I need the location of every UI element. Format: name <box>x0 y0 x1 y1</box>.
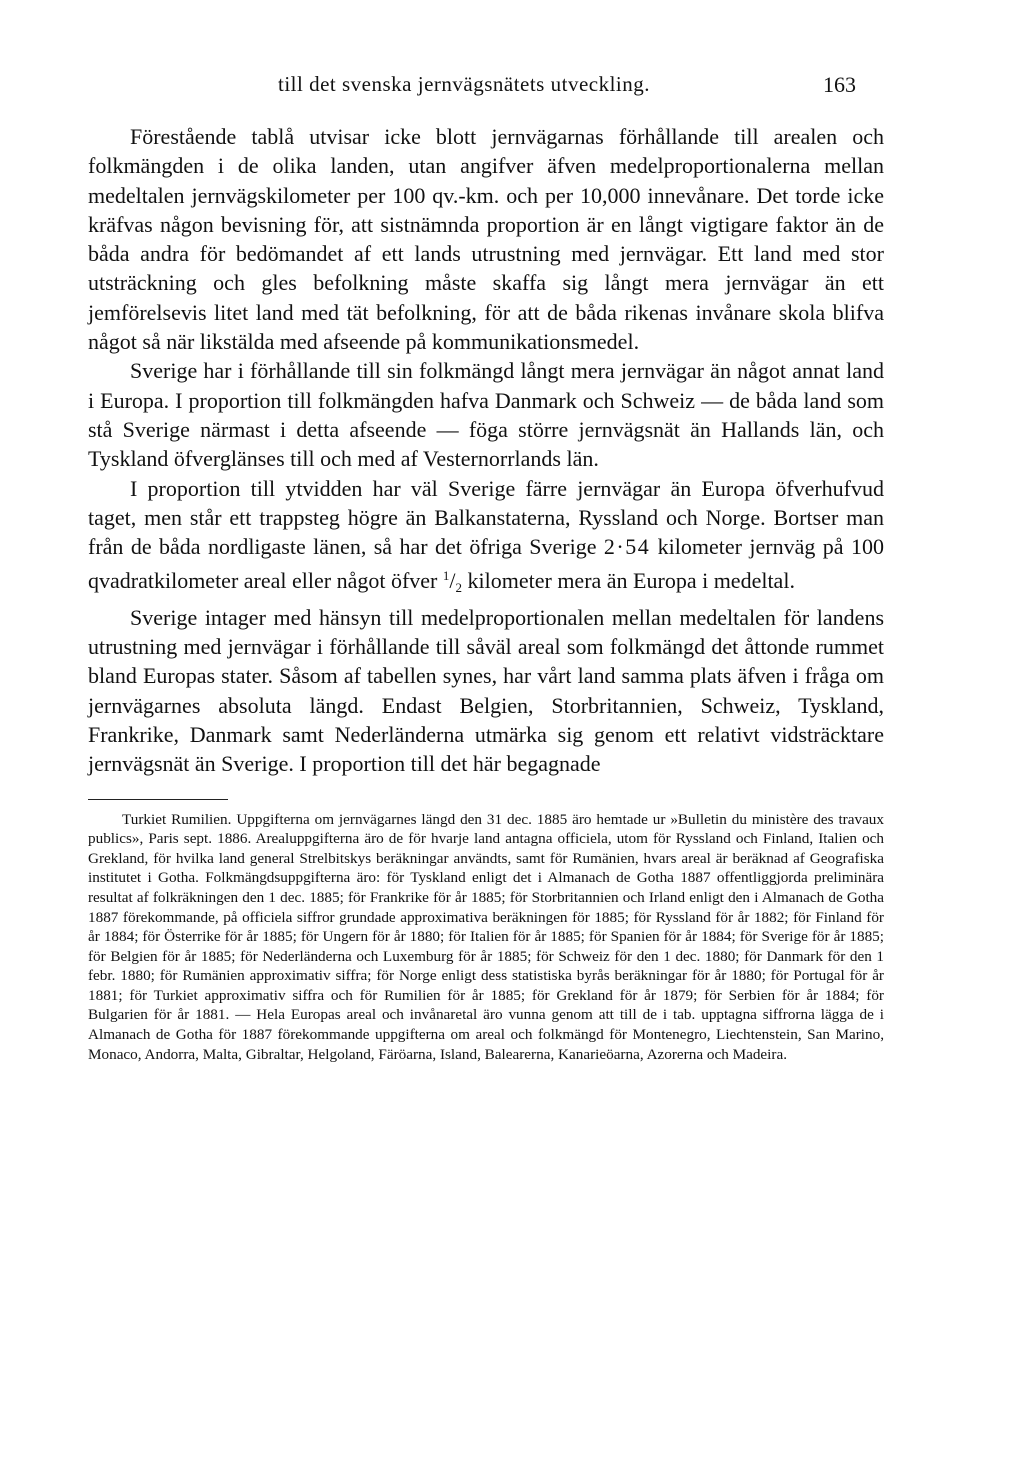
paragraph-2: Sverige har i förhållande till sin folkmängd långt mera jernvägar än något annat land i Europa. I proportion till folkmängden hafva Danmark och Schweiz — de båda land som stå Sverige närmast i detta afseende — föga större jernvägsnät än Hallands län, och Tyskland öfverglänses till och med af Vesternorrlands län. <box>88 358 884 472</box>
paragraph-3-text-after: kilometer mera än Europa i medeltal. <box>462 568 795 594</box>
paragraph-3-text-before: I proportion till ytvidden har väl Sverige färre jernvägar än Europa öfverhufvud taget, men står ett trappsteg högre än Balkanstaterna, Ryssland och Norge. Bortser man från de båda nordligaste länen, så har det öfriga Sverige <box>88 475 884 560</box>
page-header <box>88 72 884 108</box>
body-text <box>88 122 884 779</box>
footnote-divider <box>88 799 228 800</box>
fraction-numerator: 1 <box>442 568 450 584</box>
footnote: Turkiet Rumilien. Uppgifterna om jernvägarnes längd den 31 dec. 1885 äro hemtade ur »Bulletin du ministère des travaux publics», Paris sept. 1886. Arealuppgifterna äro de för hvarje land antagna officiela, utom för Ryssland och Finland, Italien och Grekland, för hvilka land general Strelbitskys beräkningar användts, samt för Rumänien, hvars areal är beräknad af Geografiska institutet i Gotha. Folkmängdsuppgifterna äro: för Tyskland enligt det i Almanach de Gotha 1887 offentliggjorda preliminära resultat af folkräkningen den 1 dec. 1885; för Frankrike för år 1885; för Storbritannien och Irland enligt den i Almanach de Gotha 1887 förekommande, på officiela siffror grundade approximativa beräkningen för 1885; för Ryssland för år 1882; för Finland för år 1884; för Österrike för år 1885; för Ungern för år 1880; för Italien för år 1885; för Spanien för år 1884; för Sverige för år 1885; för Belgien för år 1885; för Nederländerna och Luxemburg för år 1885; för Schweiz för den 1 dec. 1880; för Danmark för den 1 febr. 1880; för Rumänien approximativ siffra; för Norge enligt dess statistiska byrås beräkningar för år 1880; för Portugal för år 1881; för Turkiet approximativ siffra och för Rumilien för år 1885; för Grekland för år 1879; för Serbien för år 1884; för Bulgarien för år 1881. — Hela Europas areal och invånaretal äro vunna genom att till de i tab. upptagna siffrorna lägga de i Almanach de Gotha för 1887 förekommande uppgifterna om areal och folkmängd för Montenegro, Liechtenstein, San Marino, Monaco, Andorra, Malta, Gibraltar, Helgoland, Färöarna, Island, Balearerna, Kanarieöarna, Azorerna och Madeira. <box>88 810 884 1063</box>
paragraph-4: Sverige intager med hänsyn till medelproportionalen mellan medeltalen för landens utrustning med jernvägar i förhållande till såväl areal som folkmängd det åttonde rummet bland Europas stater. Såsom af tabellen synes, har vårt land samma plats äfven i fråga om jernvägarnes absoluta längd. Endast Belgien, Storbritannien, Schweiz, Tyskland, Frankrike, Danmark samt Nederländerna utmärka sig genom ett relativt vidsträcktare jernvägsnät än Sverige. I proportion till det här begagnade <box>88 604 884 777</box>
page-number: 163 <box>823 72 856 97</box>
paragraph-1: Förestående tablå utvisar icke blott jernvägarnas förhållande till arealen och folkmängden i de olika landen, utan angifver äfven medelproportionalerna mellan medeltalen jernvägskilometer per 100 qv.-km. och per 10,000 innevånare. Det torde icke kräfvas någon bevisning för, att sistnämnda proportion är en långt vigtigare faktor än de båda andra för bedömandet af ett lands utrustning med jernvägar. Ett land med stor utsträckning och gles befolkning måste skaffa sig långt mera jernvägar än ett jemförelsevis litet land med tät befolkning, för att de båda rikenas invånare skola blifva något så när likstälda med afseende på kommunikationsmedel. <box>88 124 884 355</box>
running-title: till det svenska jernvägsnätets utveckling. <box>278 72 650 96</box>
paragraph-3-text-middle: kilometer jernväg på 100 qvadratkilometer areal eller något öfver <box>88 534 884 594</box>
paragraph-3: I proportion till ytvidden har väl Sverige färre jernvägar än Europa öfverhufvud taget, men står ett trappsteg högre än Balkanstaterna, Ryssland och Norge. Bortser man från de båda nordligaste länen, så har det öfriga Sverige 2·54 kilometer jernväg på 100 qvadratkilometer areal eller något öfver $^1/_2$ kilometer mera än Europa i medeltal. <box>88 475 884 596</box>
fraction-denominator: 2 <box>455 580 463 596</box>
book-page <box>88 72 884 1079</box>
paragraph-3-value: 2·54 <box>603 534 651 560</box>
